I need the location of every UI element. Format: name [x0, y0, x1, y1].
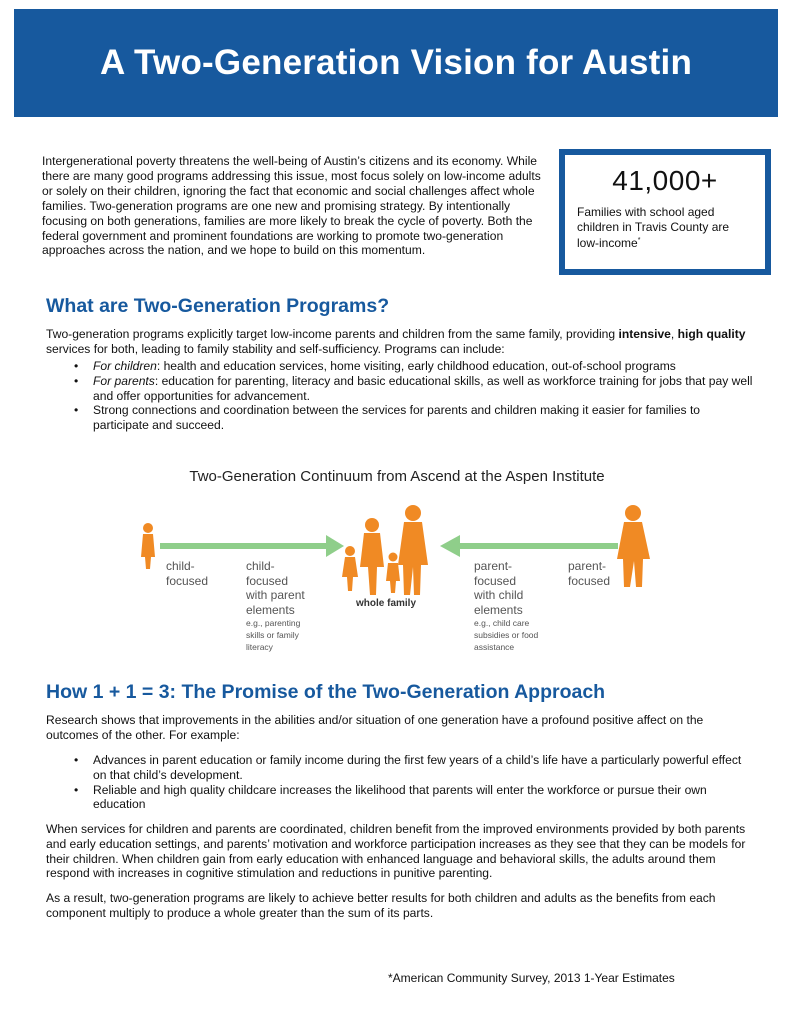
- promise-paragraph-3: As a result, two-generation programs are likely to achieve better results for both children and adults as the benefits from each component multiply to produce a whole greater than the sum of its parts.: [46, 891, 716, 920]
- bullet-text-coordination: Strong connections and coordination between the services for parents and children making it easier for families to participate and succeed.: [93, 403, 701, 433]
- footnote: *American Community Survey, 2013 1-Year Estimates: [388, 971, 675, 985]
- programs-bold-quality: high quality: [677, 327, 746, 341]
- programs-bold-intensive: intensive: [618, 327, 671, 341]
- label-parent-focused-child: parent- focused with child elements: [474, 559, 524, 617]
- stat-callout-box: [559, 149, 771, 275]
- programs-paragraph: [46, 327, 758, 357]
- programs-para-end: services for both, leading to family stability and self-sufficiency. Programs can include:: [46, 341, 505, 356]
- stat-footnote-mark: *: [637, 237, 641, 244]
- bullet-dot: •: [74, 782, 79, 797]
- child-figure-icon: [141, 523, 155, 569]
- label-parent-focused: parent- focused: [568, 559, 611, 588]
- bullet-dot: •: [74, 373, 79, 388]
- label-whole-family: whole family: [356, 598, 417, 609]
- right-arrow: [160, 535, 344, 557]
- section-heading-promise: How 1 + 1 = 3: The Promise of the Two-Generation Approach: [46, 681, 606, 703]
- label-child-focused-parent: child- focused with parent elements: [246, 559, 305, 617]
- programs-para-start: Two-generation programs explicitly target low-income parents and children from the same family, providing: [46, 327, 619, 341]
- stat-caption: Families with school aged children in Travis County are low-income: [577, 205, 730, 250]
- bullet-text-parents: : education for parenting, literacy and basic educational skills, as well as workforce training for jobs that pay well and offer opportunities for advancement.: [93, 373, 753, 403]
- diagram-title: Two-Generation Continuum from Ascend at the Aspen Institute: [189, 468, 605, 485]
- list-item: [74, 753, 758, 783]
- bullet-lead-children: For children: [93, 359, 157, 373]
- list-item: [74, 374, 758, 404]
- stat-number: 41,000+: [612, 165, 718, 196]
- left-arrow: [440, 535, 618, 557]
- promise-paragraph-2: When services for children and parents are coordinated, children benefit from the improved environments provided by both parents and early education settings, and parents’ motivation and workforce participation increases as they see that they can be models for their children. When children gain from early education with enhanced language and behavioral skills, the adults around them respond with increases in cognitive stimulation and reductions in punitive parenting.: [46, 822, 746, 881]
- bullet-text-childcare: Reliable and high quality childcare increases the likelihood that parents will enter the workforce or pursue their own education: [93, 782, 707, 812]
- list-item: [74, 359, 758, 374]
- promise-bullet-list: [74, 753, 758, 812]
- continuum-diagram: [0, 495, 794, 605]
- label-parent-example: e.g., child care subsidies or food assistance: [474, 618, 539, 652]
- stat-caption-wrap: [577, 205, 753, 251]
- bullet-lead-parents: For parents: [93, 373, 155, 388]
- bullet-text-children: : health and education services, home visiting, early childhood education, out-of-school programs: [156, 359, 676, 373]
- family-group-icon: [342, 505, 428, 595]
- bullet-dot: •: [74, 753, 79, 767]
- parent-figure-icon: [617, 505, 650, 587]
- label-child-example: e.g., parenting skills or family literacy: [246, 618, 301, 652]
- section-heading-programs: What are Two-Generation Programs?: [46, 295, 390, 317]
- programs-comma: ,: [670, 327, 678, 341]
- title-banner: [14, 9, 778, 117]
- list-item: [74, 783, 758, 813]
- programs-bullet-list: [74, 359, 758, 433]
- list-item: [74, 403, 758, 433]
- intro-paragraph: Intergenerational poverty threatens the well-being of Austin’s citizens and its economy. While there are many good programs addressing this issue, most focus solely on low-income adults or solely on their children, ignoring the fact that economic and social challenges affect whole families. Two-generation programs are one new and promising strategy. By intentionally focusing on both generations, families are more likely to break the cycle of poverty. Both the federal government and prominent foundations are working to promote two-generation approaches across the nation, and we hope to build on this momentum.: [42, 154, 541, 258]
- page-title: A Two-Generation Vision for Austin: [99, 43, 693, 82]
- promise-intro-paragraph: Research shows that improvements in the abilities and/or situation of one generation have a profound positive affect on the outcomes of the other. For example:: [46, 713, 704, 742]
- bullet-dot: •: [74, 359, 79, 373]
- bullet-dot: •: [74, 403, 79, 418]
- bullet-text-advances: Advances in parent education or family income during the first few years of a child’s life have a particularly powerful effect on that child’s development.: [93, 753, 742, 782]
- label-child-focused: child- focused: [166, 559, 209, 588]
